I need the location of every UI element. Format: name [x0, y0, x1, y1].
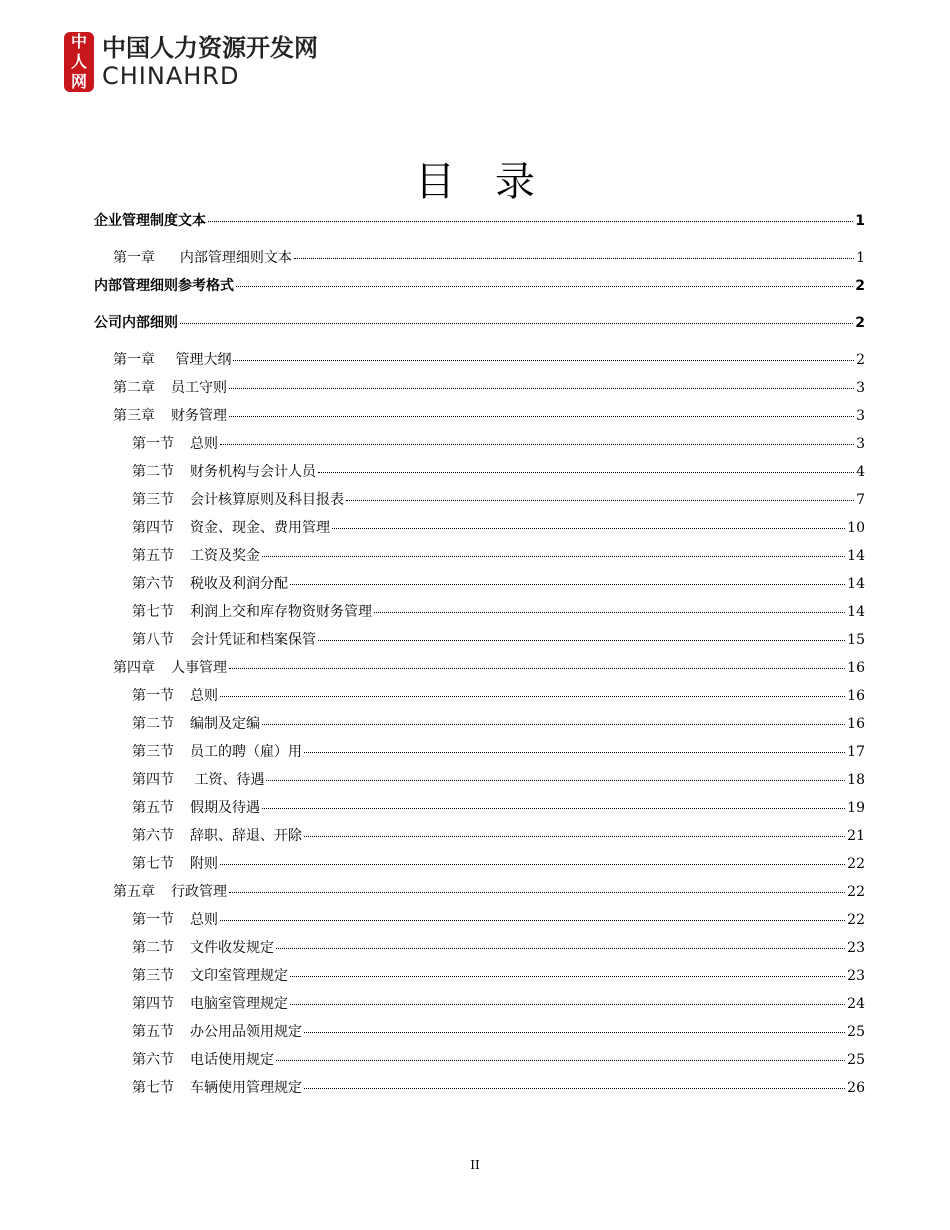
toc-entry-label: 车辆使用管理规定: [190, 1080, 302, 1096]
toc-entry[interactable]: [94, 489, 865, 517]
toc-entry[interactable]: [94, 405, 865, 433]
toc-leader-dots: [262, 556, 845, 557]
toc-entry[interactable]: [94, 965, 865, 993]
toc-entry-label: 总则: [190, 436, 218, 452]
toc-entry-number: 第七节: [132, 1080, 174, 1096]
toc-entry-number: 第五节: [132, 548, 174, 564]
toc-entry-page: 4: [856, 464, 865, 480]
toc-entry-number: 第一节: [132, 912, 174, 928]
seal-char: 人: [70, 52, 87, 71]
toc-entry-label: 工资及奖金: [190, 548, 260, 564]
toc-entry-page: 2: [855, 278, 865, 294]
toc-entry-label: 财务机构与会计人员: [190, 464, 316, 480]
logo-chinese-name: 中国人力资源开发网: [102, 34, 318, 62]
toc-entry-label: 会计凭证和档案保管: [190, 632, 316, 648]
toc-entry[interactable]: [94, 685, 865, 713]
toc-entry-label: 电脑室管理规定: [190, 996, 288, 1012]
toc-leader-dots: [208, 221, 853, 222]
toc-entry[interactable]: [94, 713, 865, 741]
toc-entry-page: 16: [847, 688, 865, 704]
toc-entry[interactable]: [94, 247, 865, 275]
toc-leader-dots: [346, 500, 854, 501]
toc-entry-label: 总则: [190, 912, 218, 928]
toc-entry-page: 15: [847, 632, 865, 648]
toc-entry-label: 资金、现金、费用管理: [190, 520, 330, 536]
toc-entry[interactable]: [94, 312, 865, 349]
toc-entry-label: 编制及定编: [190, 716, 260, 732]
toc-entry-number: 第四节: [132, 996, 174, 1012]
toc-entry[interactable]: [94, 825, 865, 853]
toc-leader-dots: [318, 472, 854, 473]
toc-leader-dots: [304, 1088, 845, 1089]
toc-entry-page: 3: [856, 408, 865, 424]
toc-entry-page: 3: [856, 380, 865, 396]
toc-entry-page: 23: [847, 940, 865, 956]
toc-entry-number: 第二节: [132, 716, 174, 732]
toc-entry-page: 7: [856, 492, 865, 508]
toc-entry-number: 第四节: [132, 520, 174, 536]
toc-entry[interactable]: [94, 769, 865, 797]
toc-entry-page: 24: [847, 996, 865, 1012]
toc-entry-page: 25: [847, 1052, 865, 1068]
toc-entry-number: 第一章: [113, 250, 155, 266]
toc-entry-label: 财务管理: [171, 408, 227, 424]
toc-leader-dots: [229, 668, 845, 669]
toc-entry-label: 员工守则: [171, 380, 227, 396]
toc-leader-dots: [374, 612, 845, 613]
toc-entry-label: 人事管理: [171, 660, 227, 676]
toc-entry-label: 电话使用规定: [190, 1052, 274, 1068]
toc-leader-dots: [290, 1004, 845, 1005]
toc-entry-page: 19: [847, 800, 865, 816]
toc-entry-label: 办公用品领用规定: [190, 1024, 302, 1040]
toc-entry-number: 第三节: [132, 492, 174, 508]
toc-entry-label: 内部管理细则参考格式: [94, 278, 234, 294]
toc-leader-dots: [262, 808, 845, 809]
toc-entry[interactable]: [94, 881, 865, 909]
toc-entry-page: 14: [847, 548, 865, 564]
toc-entry-number: 第四节: [132, 772, 174, 788]
toc-entry-number: 第三章: [113, 408, 155, 424]
toc-entry-page: 22: [847, 856, 865, 872]
toc-entry-label: 公司内部细则: [94, 315, 178, 331]
toc-entry-number: 第一节: [132, 688, 174, 704]
toc-entry-label: 会计核算原则及科目报表: [190, 492, 344, 508]
toc-leader-dots: [180, 323, 853, 324]
toc-entry-label: 企业管理制度文本: [94, 213, 206, 229]
toc-entry-number: 第六节: [132, 576, 174, 592]
toc-entry-label: 利润上交和库存物资财务管理: [190, 604, 372, 620]
toc-entry-number: 第七节: [132, 856, 174, 872]
toc-entry-number: 第五节: [132, 1024, 174, 1040]
toc-entry[interactable]: [94, 349, 865, 377]
toc-entry-page: 16: [847, 716, 865, 732]
toc-entry-number: 第一章: [113, 352, 155, 368]
toc-entry[interactable]: [94, 461, 865, 489]
toc-entry-page: 25: [847, 1024, 865, 1040]
toc-leader-dots: [294, 258, 854, 259]
toc-entry-number: 第三节: [132, 744, 174, 760]
toc-leader-dots: [276, 948, 845, 949]
toc-entry[interactable]: [94, 545, 865, 573]
toc-entry-page: 17: [847, 744, 865, 760]
toc-entry-page: 18: [847, 772, 865, 788]
toc-entry[interactable]: [94, 573, 865, 601]
toc-entry-label: 文印室管理规定: [190, 968, 288, 984]
toc-entry-number: 第一节: [132, 436, 174, 452]
toc-leader-dots: [304, 1032, 845, 1033]
toc-leader-dots: [318, 640, 845, 641]
toc-leader-dots: [229, 388, 854, 389]
seal-char: 网: [70, 72, 87, 91]
toc-entry-page: 16: [847, 660, 865, 676]
toc-entry-label: 附则: [190, 856, 218, 872]
toc-leader-dots: [220, 864, 845, 865]
toc-entry[interactable]: [94, 853, 865, 881]
toc-entry[interactable]: [94, 1021, 865, 1049]
toc-entry-number: 第六节: [132, 828, 174, 844]
toc-entry-label: 税收及利润分配: [190, 576, 288, 592]
toc-leader-dots: [220, 920, 845, 921]
toc-leader-dots: [304, 836, 845, 837]
toc-entry[interactable]: [94, 1049, 865, 1077]
toc-entry-page: 2: [856, 352, 865, 368]
toc-leader-dots: [304, 752, 845, 753]
toc-entry-page: 10: [847, 520, 865, 536]
toc-leader-dots: [233, 360, 854, 361]
toc-entry-number: 第五节: [132, 800, 174, 816]
toc-entry[interactable]: [94, 433, 865, 461]
toc-entry-page: 22: [847, 884, 865, 900]
toc-entry-label: 假期及待遇: [190, 800, 260, 816]
toc-leader-dots: [236, 286, 853, 287]
table-of-contents: [94, 210, 865, 1105]
toc-entry-page: 3: [856, 436, 865, 452]
toc-entry-label: 工资、待遇: [190, 772, 265, 788]
toc-entry[interactable]: [94, 741, 865, 769]
toc-entry-page: 14: [847, 604, 865, 620]
toc-entry[interactable]: [94, 517, 865, 545]
toc-entry-page: 22: [847, 912, 865, 928]
toc-entry[interactable]: [94, 993, 865, 1021]
toc-entry-label: 辞职、辞退、开除: [190, 828, 302, 844]
toc-leader-dots: [332, 528, 845, 529]
toc-entry-page: 1: [856, 250, 865, 266]
toc-entry-number: 第四章: [113, 660, 155, 676]
toc-entry[interactable]: [94, 1077, 865, 1105]
chinahrd-seal-icon: [64, 32, 94, 92]
toc-leader-dots: [220, 696, 845, 697]
toc-entry-label: 管理大纲: [171, 352, 232, 368]
page-title: 目录: [415, 159, 575, 205]
toc-entry-label: 总则: [190, 688, 218, 704]
toc-leader-dots: [229, 892, 845, 893]
toc-entry[interactable]: [94, 657, 865, 685]
toc-entry-page: 23: [847, 968, 865, 984]
toc-entry[interactable]: [94, 909, 865, 937]
toc-entry-number: 第二节: [132, 464, 174, 480]
toc-entry-number: 第八节: [132, 632, 174, 648]
toc-leader-dots: [276, 1060, 845, 1061]
toc-entry-page: 14: [847, 576, 865, 592]
toc-entry-page: 26: [847, 1080, 865, 1096]
toc-entry-page: 2: [855, 315, 865, 331]
page-number: II: [470, 1158, 480, 1172]
toc-entry-label: 文件收发规定: [190, 940, 274, 956]
toc-entry[interactable]: [94, 275, 865, 312]
seal-char: 中: [70, 32, 87, 51]
toc-leader-dots: [262, 724, 845, 725]
toc-entry[interactable]: [94, 210, 865, 247]
toc-entry-number: 第五章: [113, 884, 155, 900]
toc-entry-page: 21: [847, 828, 865, 844]
toc-leader-dots: [220, 444, 854, 445]
toc-entry-number: 第二节: [132, 940, 174, 956]
toc-leader-dots: [266, 780, 845, 781]
toc-entry-number: 第六节: [132, 1052, 174, 1068]
toc-entry[interactable]: [94, 937, 865, 965]
toc-leader-dots: [290, 584, 845, 585]
toc-entry-page: 1: [855, 213, 865, 229]
toc-entry-number: 第三节: [132, 968, 174, 984]
toc-entry[interactable]: [94, 601, 865, 629]
toc-leader-dots: [229, 416, 854, 417]
toc-entry-number: 第二章: [113, 380, 155, 396]
toc-entry[interactable]: [94, 797, 865, 825]
toc-leader-dots: [290, 976, 845, 977]
toc-entry[interactable]: [94, 377, 865, 405]
toc-entry-label: 内部管理细则文本: [171, 250, 292, 266]
toc-entry-label: 行政管理: [171, 884, 227, 900]
toc-entry-number: 第七节: [132, 604, 174, 620]
toc-entry[interactable]: [94, 629, 865, 657]
toc-entry-label: 员工的聘（雇）用: [190, 744, 302, 760]
chinahrd-logo: [64, 30, 318, 94]
logo-english-name: CHINAHRD: [102, 62, 240, 90]
